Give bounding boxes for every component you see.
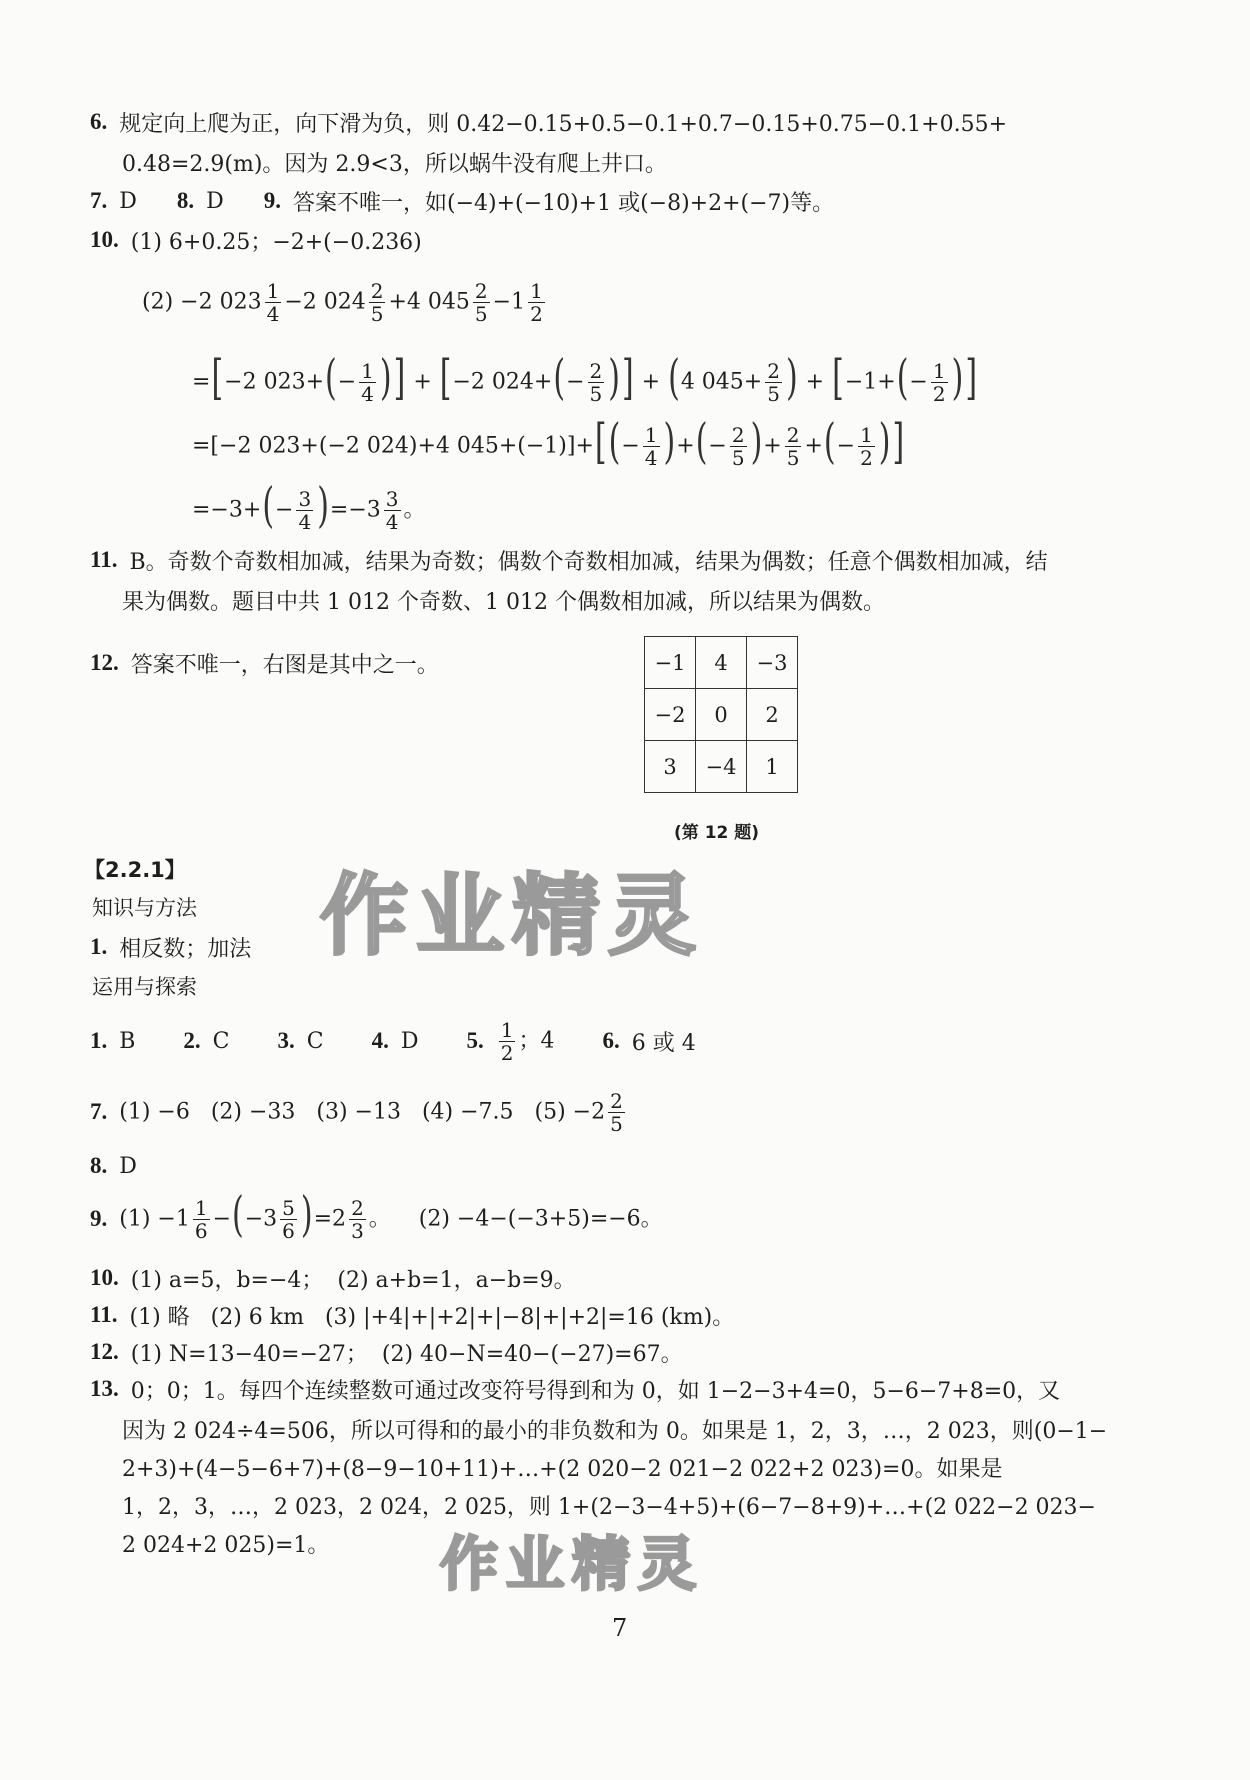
p8-line [90,1146,137,1186]
fraction [193,1197,210,1242]
p10-line [90,1258,576,1298]
subsection-knowledge: 知识与方法 [92,896,197,920]
question-number: 11. [90,1302,118,1327]
fraction [296,488,313,533]
denominator: 2 [530,301,543,326]
bracket: ) [608,350,620,407]
p11-line [90,1295,734,1335]
watermark-logo: 作业精灵 [440,1530,705,1598]
fraction [528,280,545,325]
grid-cell: 2 [747,689,798,741]
text-segment: + [676,433,695,458]
text-segment: 6 或 4 [631,1030,696,1056]
question-number: 10. [90,1265,119,1290]
text-segment: 答案不唯一，如(−4)+(−10)+1 或(−8)+2+(−7)等。 [293,190,835,216]
answer-text [192,350,978,407]
numerator: 1 [530,278,543,303]
text-segment: = [192,369,211,394]
text-segment: −2 023+ [224,369,325,394]
numerator: 1 [860,422,873,447]
answer-text [401,1029,419,1054]
question-number: 7. [90,188,108,213]
p12-line [90,1332,683,1372]
question-number: 13. [90,1376,119,1401]
p9-line [90,1187,663,1244]
numerator: 5 [282,1195,295,1220]
question-number: 12. [90,1339,119,1364]
question-number: 5. [466,1028,484,1053]
numerator: 2 [786,422,800,447]
numerator: 2 [370,278,384,303]
denominator: 2 [932,381,946,406]
grid-cell: 4 [696,637,747,689]
p13-line2 [122,1409,1107,1449]
subsection-application: 运用与探索 [92,975,197,999]
text-segment: −3 [244,1206,278,1231]
answer-text [213,1029,230,1054]
bracket: ( [553,350,566,407]
answer-text [122,147,667,178]
bracket: ( [695,414,708,471]
q11-line2 [122,580,885,620]
q6-line2 [122,142,667,182]
bracket: ] [892,414,905,471]
answer-text [119,1090,628,1135]
text-segment: 0；0；1。每四个连续整数可通过改变符号得到和为 0，如 1−2−3+4=0，5−6−7+8=0，又 [130,1378,1061,1404]
text-segment: + [634,369,668,394]
answer-text [192,414,905,471]
answer-text [119,932,251,963]
fraction [858,424,875,469]
denominator: 4 [298,509,312,534]
text-segment: 。 (2) −4−(−3+5)=−6。 [368,1206,663,1231]
q10-line5 [192,478,426,535]
p7-line [90,1088,628,1136]
grid-cell: 0 [696,689,747,741]
answer-text [131,1263,576,1294]
text-segment: (1) −1 [119,1206,190,1231]
bracket: ( [823,414,836,471]
denominator: 4 [266,301,280,326]
fraction [931,360,948,405]
fraction [499,1019,516,1064]
figure-caption: (第 12 题) [674,823,760,843]
text-segment: (1) 6+0.25；−2+(−0.236) [130,229,422,255]
p1-p6-line [90,1017,744,1065]
question-number: 9. [90,1206,108,1231]
text-segment: 1，2，3，…，2 023，2 024，2 025，则 1+(2−3−4+5)+(6−7−8+9)+…+(2 022−2 023− [122,1494,1096,1520]
grid-cell: −4 [696,741,747,793]
question-number: 8. [90,1153,108,1178]
bracket: ) [878,414,891,471]
bracket: ) [379,350,392,407]
text-segment: (1) N=13−40=−27； (2) 40−N=40−(−27)=67。 [130,1341,683,1367]
denominator: 5 [370,301,384,326]
watermark-logo: 作业精灵 [320,864,705,967]
text-segment: 2 024+2 025)=1。 [122,1532,330,1558]
p13-line3 [122,1447,1002,1487]
text-segment: =2 [313,1206,347,1231]
text-segment: 相反数；加法 [119,936,252,962]
numerator: 1 [932,358,946,383]
bracket: ] [621,350,634,407]
answer-text [122,1528,329,1559]
bracket: ( [608,414,621,471]
grid-cell: −1 [645,637,696,689]
bracket: [ [439,350,452,407]
text-segment: −1 [492,289,526,314]
answer-text [129,1300,734,1331]
text-segment: −1+ [844,369,896,394]
text-segment: =−3+ [192,497,262,522]
q7-q9-line [90,181,834,221]
denominator: 5 [767,381,780,406]
answer-text [129,545,1047,576]
answer-text [122,585,885,616]
denominator: 2 [860,445,873,470]
text-segment: + [804,433,823,458]
text-segment: 答案不唯一，右图是其中之一。 [130,652,439,678]
knowledge-q1 [90,927,251,967]
numerator: 1 [644,422,658,447]
answer-text [293,186,834,217]
q6-line1 [90,102,1007,142]
text-segment: −2 024 [284,289,366,314]
numerator: 1 [266,278,280,303]
text-segment: C [306,1028,324,1054]
grid-cell: 1 [747,741,798,793]
question-number: 1. [90,1028,108,1053]
answer-text [307,1029,324,1054]
question-number: 4. [371,1028,389,1053]
numerator: 2 [474,278,488,303]
text-segment: − [337,369,357,394]
question-number: 9. [263,188,282,213]
question-number: 3. [277,1028,295,1053]
bracket: ) [317,478,329,535]
page-number: 7 [612,1614,628,1642]
denominator: 5 [589,381,603,406]
text-segment: − [566,369,585,394]
text-segment: −2 024+ [452,369,553,394]
denominator: 5 [474,301,488,326]
bracket: ) [663,414,676,471]
text-segment: − [909,369,928,394]
answer-text [119,189,137,214]
denominator: 4 [644,445,658,470]
text-segment: +4 045 [388,289,470,314]
answer-text [192,478,426,535]
answer-text [119,1154,137,1179]
denominator: 6 [282,1218,295,1243]
denominator: 6 [194,1218,208,1243]
text-segment: (1) a=5，b=−4； (2) a+b=1，a−b=9。 [130,1267,576,1293]
text-segment: (2) −2 023 [142,289,262,314]
text-segment: ；4 [518,1028,555,1053]
fraction [608,1090,625,1135]
fraction [265,280,282,325]
bracket: ) [750,414,763,471]
text-segment: (1) 略 (2) 6 km (3) |+4|+|+2|+|−8|+|+2|=16 (km)。 [129,1304,735,1330]
denominator: 3 [351,1218,364,1243]
fraction [280,1197,297,1242]
fraction [473,280,490,325]
text-segment: C [212,1028,230,1054]
answer-text [131,1337,683,1368]
numerator: 1 [500,1017,514,1042]
bracket: ) [951,350,964,407]
q10-line2 [142,278,548,326]
numerator: 2 [767,358,780,383]
denominator: 5 [610,1111,623,1136]
q10-line1 [90,220,422,260]
fraction [765,360,782,405]
q11-line1 [90,540,1048,580]
numerator: 3 [385,486,399,511]
magic-square-table [644,636,798,793]
fraction [785,424,802,469]
p13-line1 [90,1369,1060,1409]
numerator: 1 [361,358,374,383]
question-number: 2. [183,1028,201,1053]
p13-line5 [122,1523,329,1563]
text-segment: B [119,1028,136,1054]
q10-line3 [192,350,978,407]
text-segment: − [275,497,294,522]
text-segment: D [119,188,137,214]
text-segment: − [212,1206,232,1231]
answer-text [632,1026,696,1057]
numerator: 2 [610,1088,623,1113]
grid-cell: 3 [645,741,696,793]
bracket: ) [785,350,798,407]
grid-cell: −2 [645,689,696,741]
answer-text [122,1414,1107,1445]
text-segment: 。 [403,497,426,522]
bracket: ( [896,350,909,407]
text-segment: − [708,433,727,458]
denominator: 2 [500,1040,514,1065]
bracket: ( [668,350,680,407]
bracket: ( [232,1187,244,1244]
bracket: [ [211,350,224,407]
bracket: ] [393,350,406,407]
question-number: 6. [90,109,108,134]
answer-text [119,107,1007,138]
bracket: [ [594,414,607,471]
q12-line [90,643,439,683]
answer-text [119,1187,663,1244]
text-segment: B。奇数个奇数相加减，结果为奇数；偶数个奇数相加减，结果为偶数；任意个偶数相加减，结 [129,549,1048,575]
question-number: 8. [176,188,195,213]
question-number: 1. [90,934,108,959]
text-segment: − [836,433,856,458]
text-segment: 4 045+ [680,369,763,394]
question-number: 10. [90,227,119,252]
p13-line4 [122,1485,1096,1525]
text-segment: (1) −6 (2) −33 (3) −13 (4) −7.5 (5) −2 [119,1099,606,1124]
bracket: ) [300,1187,313,1244]
answer-text [131,648,439,679]
grid-cell: −3 [747,637,798,689]
fraction [588,360,605,405]
text-segment: 2+3)+(4−5−6+7)+(8−9−10+11)+…+(2 020−2 021−2 022+2 023)=0。如果是 [122,1456,1003,1482]
question-number: 11. [90,547,118,572]
question-number: 6. [602,1028,620,1053]
section-title: 【2.2.1】 [84,858,186,882]
text-segment: + [763,433,782,458]
text-segment: =−3 [329,497,381,522]
answer-text [206,189,224,214]
text-segment: 0.48=2.9(m)。因为 2.9<3，所以蜗牛没有爬上井口。 [122,151,667,177]
fraction [349,1197,366,1242]
numerator: 2 [589,358,603,383]
question-number: 12. [90,650,119,675]
bracket: ] [965,350,978,407]
answer-text [496,1019,555,1064]
text-segment: − [621,433,640,458]
text-segment: D [400,1028,419,1054]
text-segment: + [406,369,439,394]
answer-text [122,1452,1002,1483]
numerator: 3 [298,486,312,511]
text-segment: D [119,1153,137,1179]
numerator: 2 [351,1195,364,1220]
q10-line4 [192,414,905,471]
answer-text [131,1374,1060,1405]
answer-text [122,1490,1096,1521]
fraction [359,360,376,405]
text-segment: 规定向上爬为正，向下滑为负，则 0.42−0.15+0.5−0.1+0.7−0.15+0.75−0.1+0.55+ [119,111,1008,137]
fraction [369,280,386,325]
fraction [384,488,401,533]
text-segment: 果为偶数。题目中共 1 012 个奇数、1 012 个偶数相加减，所以结果为偶数。 [122,589,885,615]
denominator: 5 [786,445,800,470]
answer-text [131,225,422,256]
numerator: 2 [731,422,745,447]
denominator: 4 [361,381,374,406]
text-segment: =[−2 023+(−2 024)+4 045+(−1)]+ [192,433,594,458]
bracket: [ [832,350,844,407]
fraction [730,424,747,469]
text-segment: D [206,188,224,214]
question-number: 7. [90,1099,108,1124]
answer-text [142,280,548,325]
fraction [643,424,660,469]
denominator: 4 [385,509,399,534]
denominator: 5 [731,445,745,470]
numerator: 1 [194,1195,208,1220]
answer-text [119,1029,135,1054]
text-segment: 因为 2 024÷4=506，所以可得和的最小的非负数和为 0。如果是 1，2，3，…，2 023，则(0−1− [122,1418,1108,1444]
text-segment: + [798,369,832,394]
bracket: ( [262,478,275,535]
bracket: ( [325,350,337,407]
